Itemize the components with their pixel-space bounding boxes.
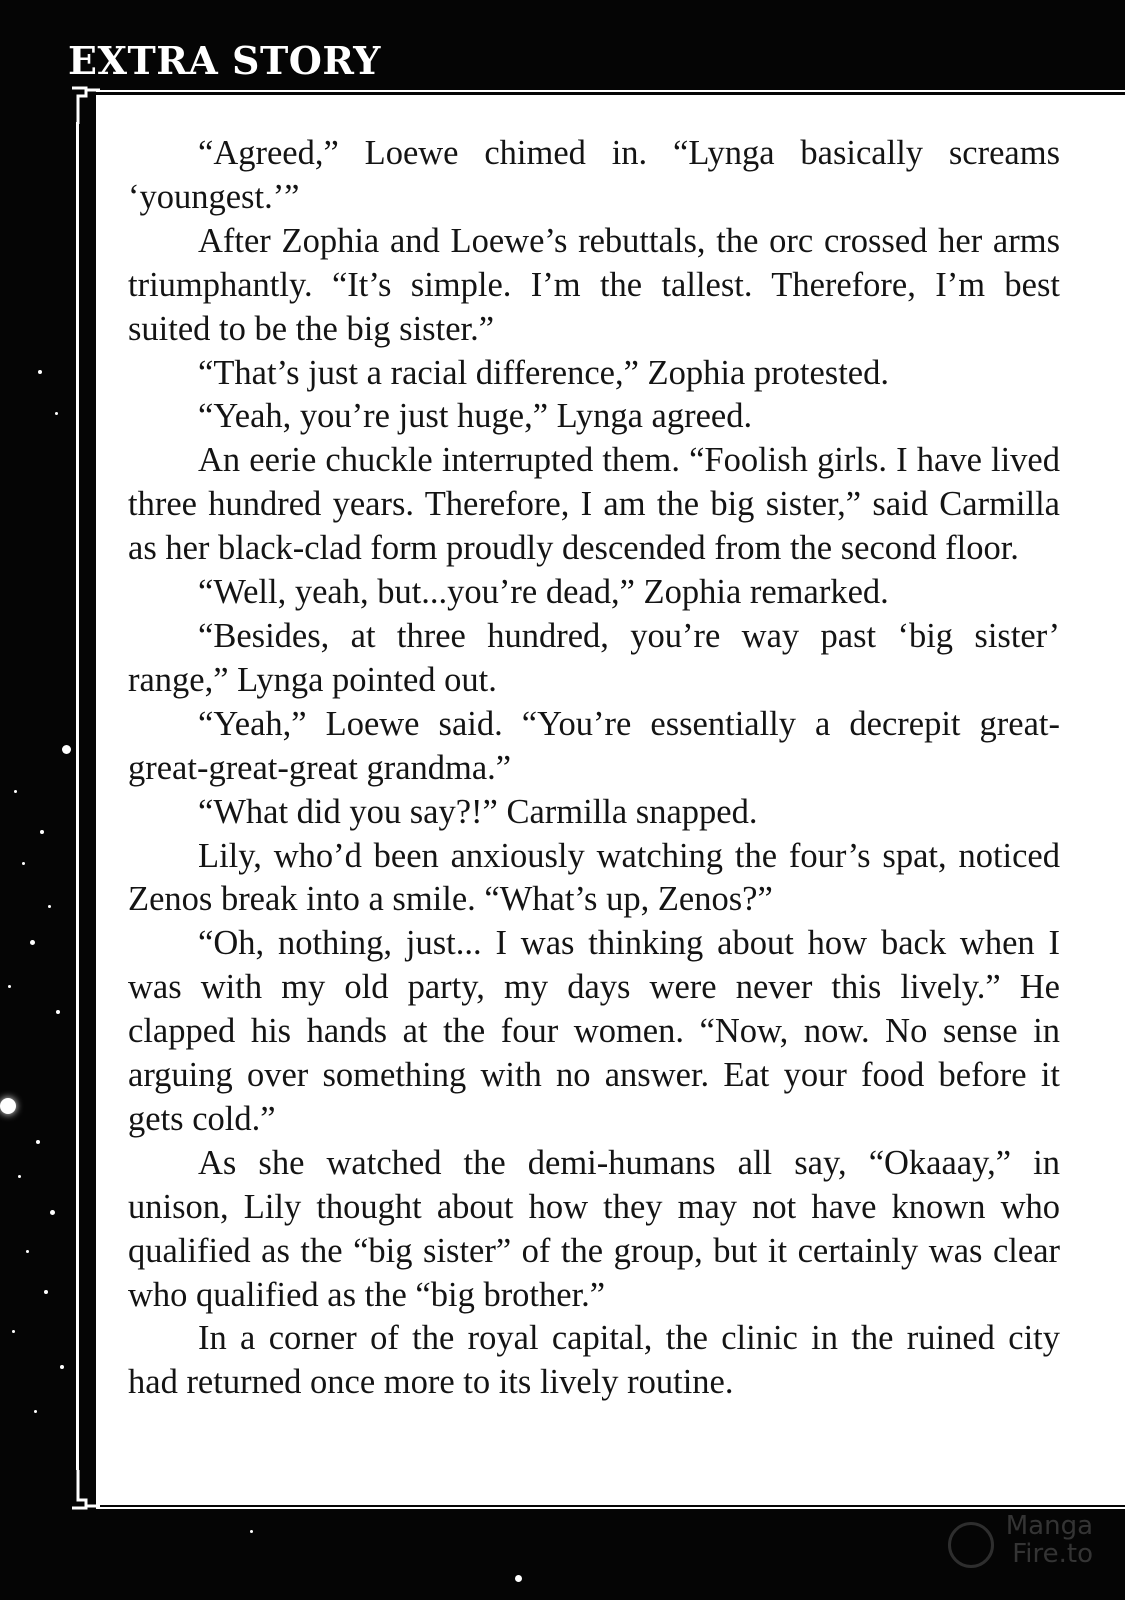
paragraph: “Well, yeah, but...you’re dead,” Zophia remarked. bbox=[198, 573, 889, 612]
star bbox=[34, 1410, 37, 1413]
paragraph: An eerie chuckle interrupted them. “Foolish girls. I have lived three hundred years. Therefore, I am the big sister,” said Carmilla as her black-clad form proudly descended from the second floor. bbox=[128, 441, 1060, 568]
paragraph: “Yeah, you’re just huge,” Lynga agreed. bbox=[198, 397, 753, 436]
star bbox=[48, 905, 51, 908]
paragraph: “That’s just a racial difference,” Zophia protested. bbox=[198, 353, 889, 392]
star bbox=[14, 790, 17, 793]
watermark-line2: Fire.to bbox=[1012, 1539, 1093, 1569]
star bbox=[55, 412, 58, 415]
star bbox=[8, 985, 11, 988]
star bbox=[0, 1098, 16, 1114]
star bbox=[18, 1175, 21, 1178]
star bbox=[250, 1530, 253, 1533]
paragraph: After Zophia and Loewe’s rebuttals, the orc crossed her arms triumphantly. “It’s simple. I’m the tallest. Therefore, I’m best suited to be the big sister.” bbox=[128, 221, 1060, 348]
paragraph: “What did you say?!” Carmilla snapped. bbox=[198, 792, 758, 831]
paragraph: “Besides, at three hundred, you’re way past ‘big sister’ range,” Lynga pointed out. bbox=[128, 616, 1060, 699]
star bbox=[36, 1140, 40, 1144]
star bbox=[50, 1210, 55, 1215]
paragraph: “Agreed,” Loewe chimed in. “Lynga basically screams ‘youngest.’” bbox=[128, 134, 1060, 216]
star bbox=[40, 830, 44, 834]
star bbox=[38, 370, 42, 374]
frame-left-line bbox=[76, 122, 79, 1470]
star bbox=[44, 1290, 48, 1294]
star bbox=[30, 940, 35, 945]
paragraph: “Yeah,” Loewe said. “You’re essentially a decrepit great-great-great-great grandma.” bbox=[128, 704, 1060, 787]
star bbox=[515, 1575, 522, 1582]
watermark-line1: Manga bbox=[1005, 1511, 1093, 1541]
star bbox=[22, 862, 25, 865]
star bbox=[56, 1010, 60, 1014]
page-header: EXTRA STORY bbox=[68, 38, 381, 83]
header-divider bbox=[96, 90, 1125, 92]
star bbox=[62, 745, 71, 754]
watermark bbox=[1006, 1512, 1093, 1568]
star bbox=[60, 1365, 64, 1369]
footer-divider bbox=[96, 1507, 1125, 1509]
paragraph: In a corner of the royal capital, the clinic in the ruined city had returned once more to its lively routine. bbox=[128, 1319, 1060, 1402]
star bbox=[26, 1250, 29, 1253]
paragraph: “Oh, nothing, just... I was thinking about how back when I was with my old party, my days were never this lively.” He clapped his hands at the four women. “Now, now. No sense in arguing over something with no answer. Eat your food before it gets cold.” bbox=[128, 924, 1060, 1138]
watermark-logo-icon bbox=[948, 1522, 994, 1568]
frame-corner-bottom-icon bbox=[68, 1470, 102, 1510]
frame-corner-top-icon bbox=[68, 86, 102, 126]
paragraph: As she watched the demi-humans all say, “Okaaay,” in unison, Lily thought about how they may not have known who qualified as the “big sister” of the group, but it certainly was clear who qualified as the “big brother.” bbox=[128, 1143, 1060, 1314]
story-text bbox=[128, 132, 1060, 1405]
paragraph: Lily, who’d been anxiously watching the four’s spat, noticed Zenos break into a smile. “What’s up, Zenos?” bbox=[128, 836, 1060, 919]
star bbox=[12, 1330, 15, 1333]
